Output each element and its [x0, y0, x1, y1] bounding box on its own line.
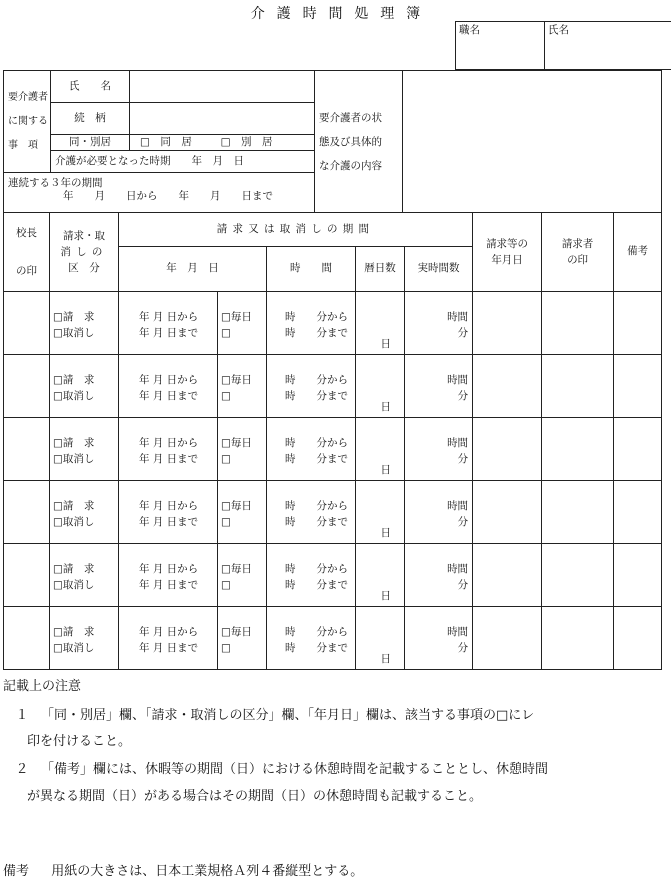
- cohabit-option-separate[interactable]: □ 別 居: [221, 136, 273, 148]
- day-unit: 日: [381, 401, 392, 413]
- time-range-cell: [267, 481, 356, 544]
- cohabit-label: 同・別居: [51, 135, 130, 151]
- minute-unit: 分: [405, 388, 468, 404]
- time-range-cell: [267, 544, 356, 607]
- actual-hours-cell[interactable]: [405, 481, 473, 544]
- position-cell: [456, 22, 545, 70]
- principal-seal-cell[interactable]: [4, 355, 50, 418]
- remarks-cell[interactable]: [614, 607, 662, 670]
- care-status-label: [315, 71, 403, 213]
- relation-value: [130, 103, 315, 135]
- from-date: 年 月 日から: [139, 624, 217, 640]
- table-row: [4, 607, 662, 670]
- request-date-cell[interactable]: [473, 355, 542, 418]
- time-header: 時 間: [267, 247, 356, 292]
- from-date: 年 月 日から: [139, 309, 217, 325]
- to-date: 年 月 日まで: [139, 451, 217, 467]
- remarks-cell[interactable]: [614, 544, 662, 607]
- hour-unit: 時間: [405, 435, 468, 451]
- to-date: 年 月 日まで: [139, 388, 217, 404]
- request-date-cell[interactable]: [473, 418, 542, 481]
- cancel-checkbox[interactable]: □取消し: [53, 514, 118, 530]
- header-line: 請求・取: [50, 228, 118, 244]
- other-checkbox[interactable]: □: [221, 514, 266, 530]
- principal-seal-header: [4, 213, 50, 292]
- from-time: 時 分から: [285, 435, 355, 451]
- time-range-cell: [267, 418, 356, 481]
- hour-unit: 時間: [405, 624, 468, 640]
- request-checkbox[interactable]: □請 求: [53, 498, 118, 514]
- note-text: が異なる期間（日）がある場合はその期間（日）の休憩時間も記載すること。: [3, 787, 668, 807]
- care-name-label: 氏 名: [51, 71, 130, 103]
- request-checkbox[interactable]: □請 求: [53, 309, 118, 325]
- day-unit: 日: [381, 527, 392, 539]
- hour-unit: 時間: [405, 309, 468, 325]
- note-number: ２: [3, 760, 41, 780]
- care-status-line: 態及び具体的: [319, 130, 402, 154]
- to-date: 年 月 日まで: [139, 577, 217, 593]
- bikou-line: [3, 862, 363, 882]
- date-range-cell: [119, 355, 218, 418]
- bikou-text: 用紙の大きさは、日本工業規格Ａ列４番縦型とする。: [51, 864, 363, 879]
- to-time: 時 分まで: [285, 514, 355, 530]
- cohabit-option-together[interactable]: □ 同 居: [140, 136, 192, 148]
- date-range-cell: [119, 418, 218, 481]
- date-range-cell: [119, 607, 218, 670]
- daily-checkbox[interactable]: □毎日: [221, 372, 266, 388]
- time-range-cell: [267, 607, 356, 670]
- relation-label: 続 柄: [51, 103, 130, 135]
- kubun-cell: [50, 544, 119, 607]
- note-text: 「同・別居」欄、「請求・取消しの区分」欄、「年月日」欄は、該当する事項の□にレ: [41, 706, 534, 726]
- daily-checkbox[interactable]: □毎日: [221, 498, 266, 514]
- staff-name-label: 氏名: [548, 24, 569, 36]
- table-row: [4, 418, 662, 481]
- remarks-cell[interactable]: [614, 355, 662, 418]
- table-row: [4, 481, 662, 544]
- ymd-header: 年 月 日: [119, 247, 267, 292]
- to-time: 時 分まで: [285, 640, 355, 656]
- staff-info-table: [455, 21, 671, 70]
- note-text: 「備考」欄には、休暇等の期間（日）における休憩時間を記載することとし、休憩時間: [41, 760, 548, 780]
- requester-seal-cell[interactable]: [542, 607, 614, 670]
- care-section-label-line: に関する: [8, 110, 50, 134]
- to-time: 時 分まで: [285, 325, 355, 341]
- calendar-days-cell[interactable]: [356, 481, 405, 544]
- from-time: 時 分から: [285, 309, 355, 325]
- actual-hours-cell[interactable]: [405, 355, 473, 418]
- calendar-days-cell[interactable]: [356, 292, 405, 355]
- daily-cell: [218, 292, 267, 355]
- header-line: 区 分: [50, 260, 118, 276]
- requester-seal-header: [542, 213, 614, 292]
- other-checkbox[interactable]: □: [221, 388, 266, 404]
- care-name-value: [130, 71, 315, 103]
- day-unit: 日: [381, 653, 392, 665]
- notes-heading: 記載上の注意: [3, 677, 668, 697]
- request-date-cell[interactable]: [473, 481, 542, 544]
- note-text: 印を付けること。: [3, 732, 668, 752]
- header-line: 請求者: [542, 236, 613, 252]
- cohabit-options: [130, 135, 315, 151]
- date-range-cell: [119, 481, 218, 544]
- from-time: 時 分から: [285, 561, 355, 577]
- care-section-label-line: 要介護者: [8, 86, 50, 110]
- table-row: [4, 544, 662, 607]
- to-date: 年 月 日まで: [139, 325, 217, 341]
- requester-seal-cell[interactable]: [542, 292, 614, 355]
- actual-hours-cell[interactable]: [405, 418, 473, 481]
- care-section-label: [4, 71, 51, 173]
- care-info-table: [3, 70, 662, 213]
- cancel-checkbox[interactable]: □取消し: [53, 577, 118, 593]
- request-date-cell[interactable]: [473, 544, 542, 607]
- hour-unit: 時間: [405, 372, 468, 388]
- to-time: 時 分まで: [285, 388, 355, 404]
- principal-seal-cell[interactable]: [4, 292, 50, 355]
- principal-seal-cell[interactable]: [4, 544, 50, 607]
- actual-hours-cell[interactable]: [405, 544, 473, 607]
- minute-unit: 分: [405, 640, 468, 656]
- principal-seal-cell[interactable]: [4, 418, 50, 481]
- cancel-checkbox[interactable]: □取消し: [53, 388, 118, 404]
- from-time: 時 分から: [285, 624, 355, 640]
- table-row: [4, 292, 662, 355]
- principal-seal-cell[interactable]: [4, 607, 50, 670]
- name-cell: [545, 22, 671, 70]
- header-line: の印: [542, 252, 613, 268]
- kubun-cell: [50, 292, 119, 355]
- date-range-cell: [119, 292, 218, 355]
- daily-cell: [218, 355, 267, 418]
- from-date: 年 月 日から: [139, 498, 217, 514]
- time-range-cell: [267, 292, 356, 355]
- request-date-cell[interactable]: [473, 607, 542, 670]
- other-checkbox[interactable]: □: [221, 577, 266, 593]
- from-date: 年 月 日から: [139, 561, 217, 577]
- kubun-cell: [50, 607, 119, 670]
- principal-seal-cell[interactable]: [4, 481, 50, 544]
- remarks-cell[interactable]: [614, 292, 662, 355]
- cancel-checkbox[interactable]: □取消し: [53, 640, 118, 656]
- header-line: 消しの: [50, 244, 118, 260]
- day-unit: 日: [381, 338, 392, 350]
- note-item-2: [3, 760, 668, 780]
- daily-checkbox[interactable]: □毎日: [221, 561, 266, 577]
- hour-unit: 時間: [405, 498, 468, 514]
- kubun-cell: [50, 481, 119, 544]
- continuous-period-label: 連続する３年の期間: [8, 177, 310, 190]
- kubun-header: [50, 213, 119, 292]
- actual-hours-header: 実時間数: [405, 247, 473, 292]
- kubun-cell: [50, 418, 119, 481]
- minute-unit: 分: [405, 577, 468, 593]
- calendar-days-cell[interactable]: [356, 418, 405, 481]
- continuous-period-cell: [4, 173, 315, 213]
- other-checkbox[interactable]: □: [221, 325, 266, 341]
- care-status-line: な介護の内容: [319, 154, 402, 178]
- day-unit: 日: [381, 590, 392, 602]
- requester-seal-cell[interactable]: [542, 481, 614, 544]
- day-unit: 日: [381, 464, 392, 476]
- note-item-1: [3, 706, 668, 726]
- daily-cell: [218, 481, 267, 544]
- minute-unit: 分: [405, 325, 468, 341]
- daily-checkbox[interactable]: □毎日: [221, 435, 266, 451]
- care-need-date: 介護が必要となった時期 年 月 日: [51, 151, 315, 173]
- remarks-header: 備考: [614, 213, 662, 292]
- cancel-checkbox[interactable]: □取消し: [53, 451, 118, 467]
- page-title: 介護時間処理簿: [0, 3, 671, 23]
- requester-seal-cell[interactable]: [542, 355, 614, 418]
- care-status-line: 要介護者の状: [319, 106, 402, 130]
- period-header: 請求又は取消しの期間: [119, 213, 473, 247]
- requester-seal-cell[interactable]: [542, 418, 614, 481]
- from-date: 年 月 日から: [139, 372, 217, 388]
- other-checkbox[interactable]: □: [221, 451, 266, 467]
- request-date-cell[interactable]: [473, 292, 542, 355]
- daily-cell: [218, 607, 267, 670]
- requester-seal-cell[interactable]: [542, 544, 614, 607]
- calendar-days-header: 暦日数: [356, 247, 405, 292]
- header-line: 年月日: [473, 252, 541, 268]
- minute-unit: 分: [405, 451, 468, 467]
- daily-cell: [218, 544, 267, 607]
- remarks-cell[interactable]: [614, 481, 662, 544]
- time-range-cell: [267, 355, 356, 418]
- care-time-table: [3, 212, 662, 670]
- actual-hours-cell[interactable]: [405, 607, 473, 670]
- other-checkbox[interactable]: □: [221, 640, 266, 656]
- position-label: 職名: [459, 24, 480, 36]
- notes-section: [3, 677, 668, 807]
- care-status-value: [403, 71, 662, 213]
- actual-hours-cell[interactable]: [405, 292, 473, 355]
- daily-cell: [218, 418, 267, 481]
- minute-unit: 分: [405, 514, 468, 530]
- cancel-checkbox[interactable]: □取消し: [53, 325, 118, 341]
- table-row: [4, 355, 662, 418]
- header-line: 請求等の: [473, 236, 541, 252]
- remarks-cell[interactable]: [614, 418, 662, 481]
- from-time: 時 分から: [285, 372, 355, 388]
- date-range-cell: [119, 544, 218, 607]
- request-checkbox[interactable]: □請 求: [53, 561, 118, 577]
- hour-unit: 時間: [405, 561, 468, 577]
- to-date: 年 月 日まで: [139, 640, 217, 656]
- calendar-days-cell[interactable]: [356, 544, 405, 607]
- daily-checkbox[interactable]: □毎日: [221, 624, 266, 640]
- to-time: 時 分まで: [285, 577, 355, 593]
- from-date: 年 月 日から: [139, 435, 217, 451]
- header-line: 校長: [4, 214, 49, 252]
- request-checkbox[interactable]: □請 求: [53, 624, 118, 640]
- calendar-days-cell[interactable]: [356, 607, 405, 670]
- to-date: 年 月 日まで: [139, 514, 217, 530]
- kubun-cell: [50, 355, 119, 418]
- bikou-label: 備考: [3, 864, 29, 879]
- calendar-days-cell[interactable]: [356, 355, 405, 418]
- request-checkbox[interactable]: □請 求: [53, 372, 118, 388]
- care-section-label-line: 事 項: [8, 134, 50, 158]
- request-checkbox[interactable]: □請 求: [53, 435, 118, 451]
- daily-checkbox[interactable]: □毎日: [221, 309, 266, 325]
- request-date-header: [473, 213, 542, 292]
- note-number: １: [3, 706, 41, 726]
- to-time: 時 分まで: [285, 451, 355, 467]
- from-time: 時 分から: [285, 498, 355, 514]
- header-line: の印: [4, 252, 49, 290]
- continuous-period-value: 年 月 日から 年 月 日まで: [8, 190, 310, 203]
